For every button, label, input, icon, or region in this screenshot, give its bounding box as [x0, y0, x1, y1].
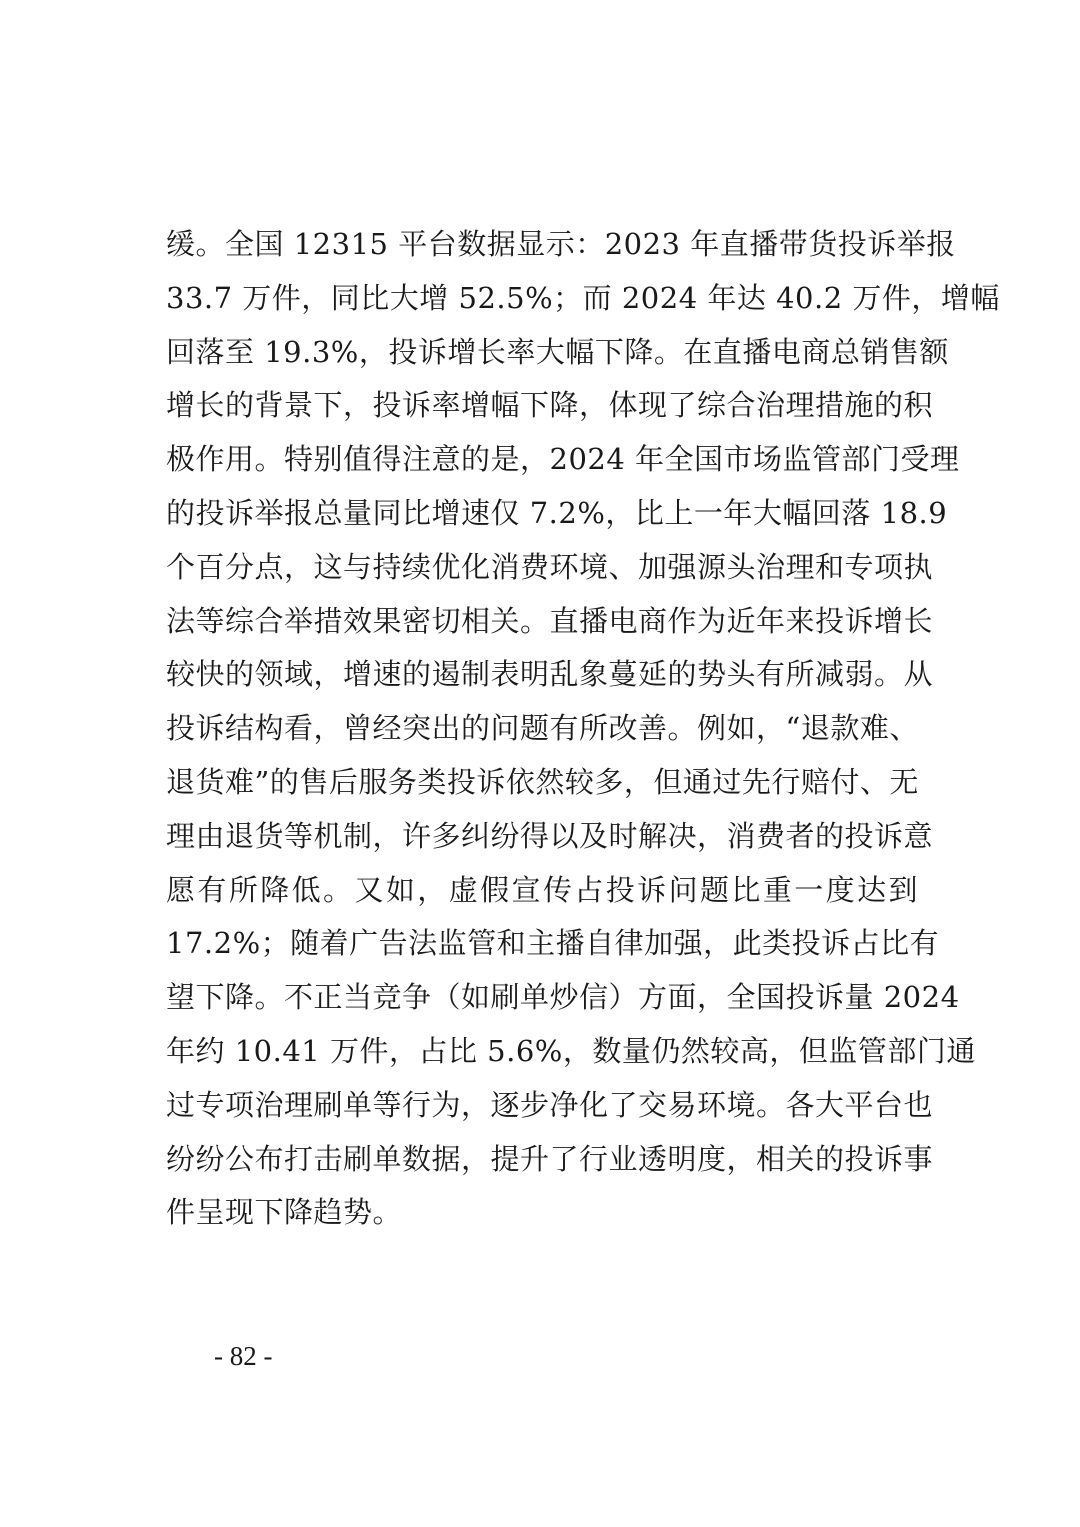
text-line: 件呈现下降趋势。: [166, 1195, 403, 1230]
text-line: 过专项治理刷单等行为，逐步净化了交易环境。各大平台也: [166, 1087, 934, 1122]
text-line: 缓。全国 12315 平台数据显示：2023 年直播带货投诉举报: [166, 227, 956, 261]
text-line: 理由退货等机制，许多纠纷得以及时解决，消费者的投诉意: [166, 818, 934, 853]
text-line: 纷纷公布打击刷单数据，提升了行业透明度，相关的投诉事: [166, 1141, 934, 1176]
body-paragraph: [166, 218, 1000, 1240]
text-line: 投诉结构看，曾经突出的问题有所改善。例如，“退款难、: [166, 711, 919, 746]
text-line: 望下降。不正当竞争（如刷单炒信）方面，全国投诉量 2024: [166, 980, 960, 1015]
text-line: 回落至 19.3%，投诉增长率大幅下降。在直播电商总销售额: [166, 334, 949, 369]
text-line: 33.7 万件，同比大增 52.5%；而 2024 年达 40.2 万件，增幅: [166, 280, 1000, 315]
text-line: 较快的领域，增速的遏制表明乱象蔓延的势头有所减弱。从: [166, 657, 934, 692]
text-line: 个百分点，这与持续优化消费环境、加强源头治理和专项执: [166, 549, 934, 584]
text-line: 法等综合举措效果密切相关。直播电商作为近年来投诉增长: [166, 603, 934, 638]
text-line: 17.2%；随着广告法监管和主播自律加强，此类投诉占比有: [166, 926, 940, 961]
text-line: 退货难”的售后服务类投诉依然较多，但通过先行赔付、无: [166, 764, 919, 799]
text-line: 愿有所降低。又如，虚假宣传占投诉问题比重一度达到: [166, 872, 918, 907]
text-line: 的投诉举报总量同比增速仅 7.2%，比上一年大幅回落 18.9: [166, 495, 948, 530]
text-line: 年约 10.41 万件，占比 5.6%，数量仍然较高，但监管部门通: [166, 1033, 976, 1068]
text-line: 增长的背景下，投诉率增幅下降，体现了综合治理措施的积: [166, 388, 934, 423]
text-line: 极作用。特别值得注意的是，2024 年全国市场监管部门受理: [166, 442, 960, 477]
page-number: - 82 -: [214, 1341, 273, 1371]
